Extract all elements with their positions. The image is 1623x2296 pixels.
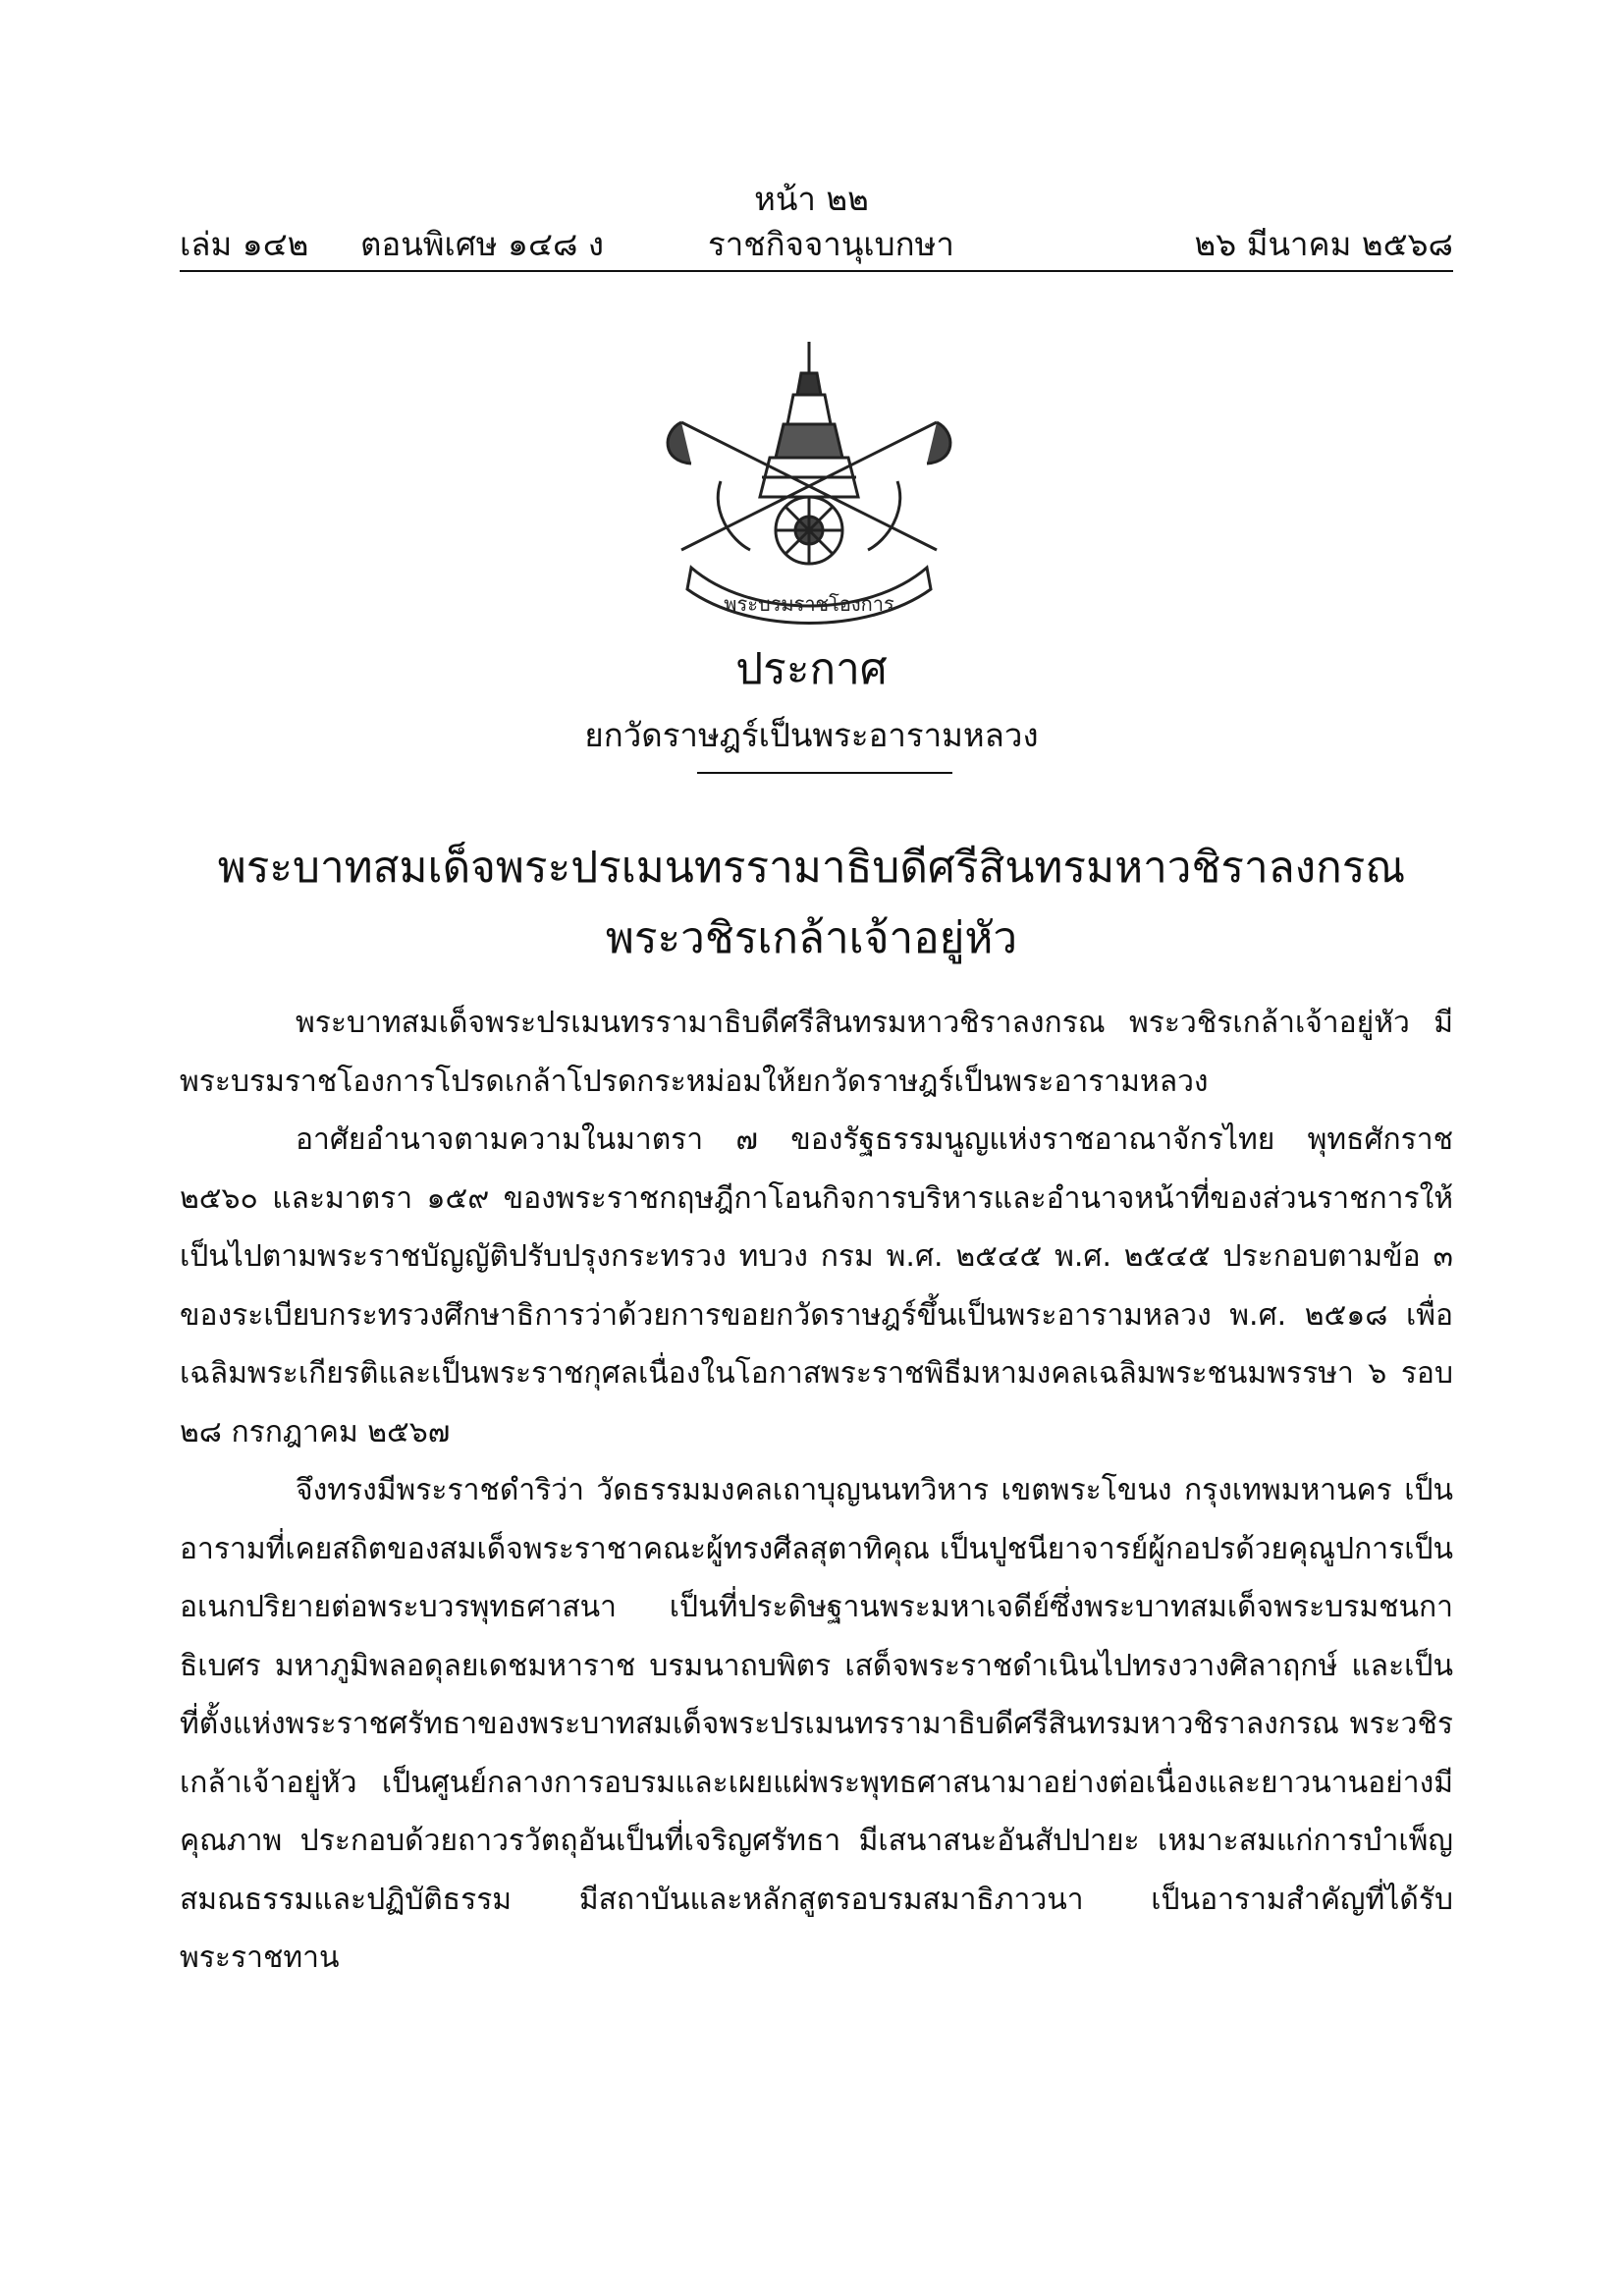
document-title: ประกาศ [735,644,888,694]
document-body [180,994,1453,1988]
body-paragraph-2: อาศัยอำนาจตามความในมาตรา ๗ ของรัฐธรรมนูญแห่งราชอาณาจักรไทย พุทธศักราช ๒๕๖๐ และมาตรา ๑๕๙ ของพระราชกฤษฎีกาโอนกิจการบริหารและอำนาจหน้าที่ของส่วนราชการให้เป็นไปตามพระราชบัญญัติปรับปรุงกระทรวง ทบวง กรม พ.ศ. ๒๕๔๕ พ.ศ. ๒๕๔๕ ประกอบตามข้อ ๓ ของระเบียบกระทรวงศึกษาธิการว่าด้วยการขอยกวัดราษฎร์ขึ้นเป็นพระอารามหลวง พ.ศ. ๒๕๑๘ เพื่อเฉลิมพระเกียรติและเป็นพระราชกุศลเนื่องในโอกาสพระราชพิธีมหามงคลเฉลิมพระชนมพรรษา ๖ รอบ ๒๘ กรกฎาคม ๒๕๖๗ [180,1122,1453,1449]
title-divider [697,772,952,774]
document-subtitle: ยกวัดราษฎร์เป็นพระอารามหลวง [584,716,1039,754]
royal-emblem-icon [652,334,966,629]
body-paragraph-3: จึงทรงมีพระราชดำริว่า วัดธรรมมงคลเถาบุญนนทวิหาร เขตพระโขนง กรุงเทพมหานคร เป็นอารามที่เคยสถิตของสมเด็จพระราชาคณะผู้ทรงศีลสุตาทิคุณ เป็นปูชนียาจารย์ผู้กอปรด้วยคุณูปการเป็นอเนกปริยายต่อพระบวรพุทธศาสนา เป็นที่ประดิษฐานพระมหาเจดีย์ซึ่งพระบาทสมเด็จพระบรมชนกาธิเบศร มหาภูมิพลอดุลยเดชมหาราช บรมนาถบพิตร เสด็จพระราชดำเนินไปทรงวางศิลาฤกษ์ และเป็นที่ตั้งแห่งพระราชศรัทธาของพระบาทสมเด็จพระปรเมนทรรามาธิบดีศรีสินทรมหาวชิราลงกรณ พระวชิรเกล้าเจ้าอยู่หัว เป็นศูนย์กลางการอบรมและเผยแผ่พระพุทธศาสนามาอย่างต่อเนื่องและยาวนานอย่างมีคุณภาพ ประกอบด้วยถาวรวัตถุอันเป็นที่เจริญศรัทธา มีเสนาสนะอันสัปปายะ เหมาะสมแก่การบำเพ็ญสมณธรรมและปฏิบัติธรรม มีสถาบันและหลักสูตรอบรมสมาธิภาวนา เป็นอารามสำคัญที่ได้รับพระราชทาน [180,1473,1453,1975]
body-paragraph-1: พระบาทสมเด็จพระปรเมนทรรามาธิบดีศรีสินทรมหาวชิราลงกรณ พระวชิรเกล้าเจ้าอยู่หัว มีพระบรมราชโองการโปรดเกล้าโปรดกระหม่อมให้ยกวัดราษฎร์เป็นพระอารามหลวง [180,1006,1453,1099]
page-number: หน้า ๒๒ [754,180,869,218]
king-name-line2: พระวชิรเกล้าเจ้าอยู่หัว [605,913,1018,963]
king-name-line1: พระบาทสมเด็จพระปรเมนทรรามาธิบดีศรีสินทรมหาวชิราลงกรณ [217,843,1406,893]
gazette-header [180,218,1453,261]
volume-number: เล่ม ๑๔๒ [180,225,309,263]
publication-date: ๒๖ มีนาคม ๒๕๖๘ [1194,225,1453,263]
gazette-name: ราชกิจจานุเบกษา [708,225,954,263]
king-name [0,833,1623,974]
issue-number: ตอนพิเศษ ๑๔๘ ง [360,225,605,263]
emblem-ribbon-text: พระบรมราชโองการ [724,592,894,616]
header-divider [180,270,1453,272]
